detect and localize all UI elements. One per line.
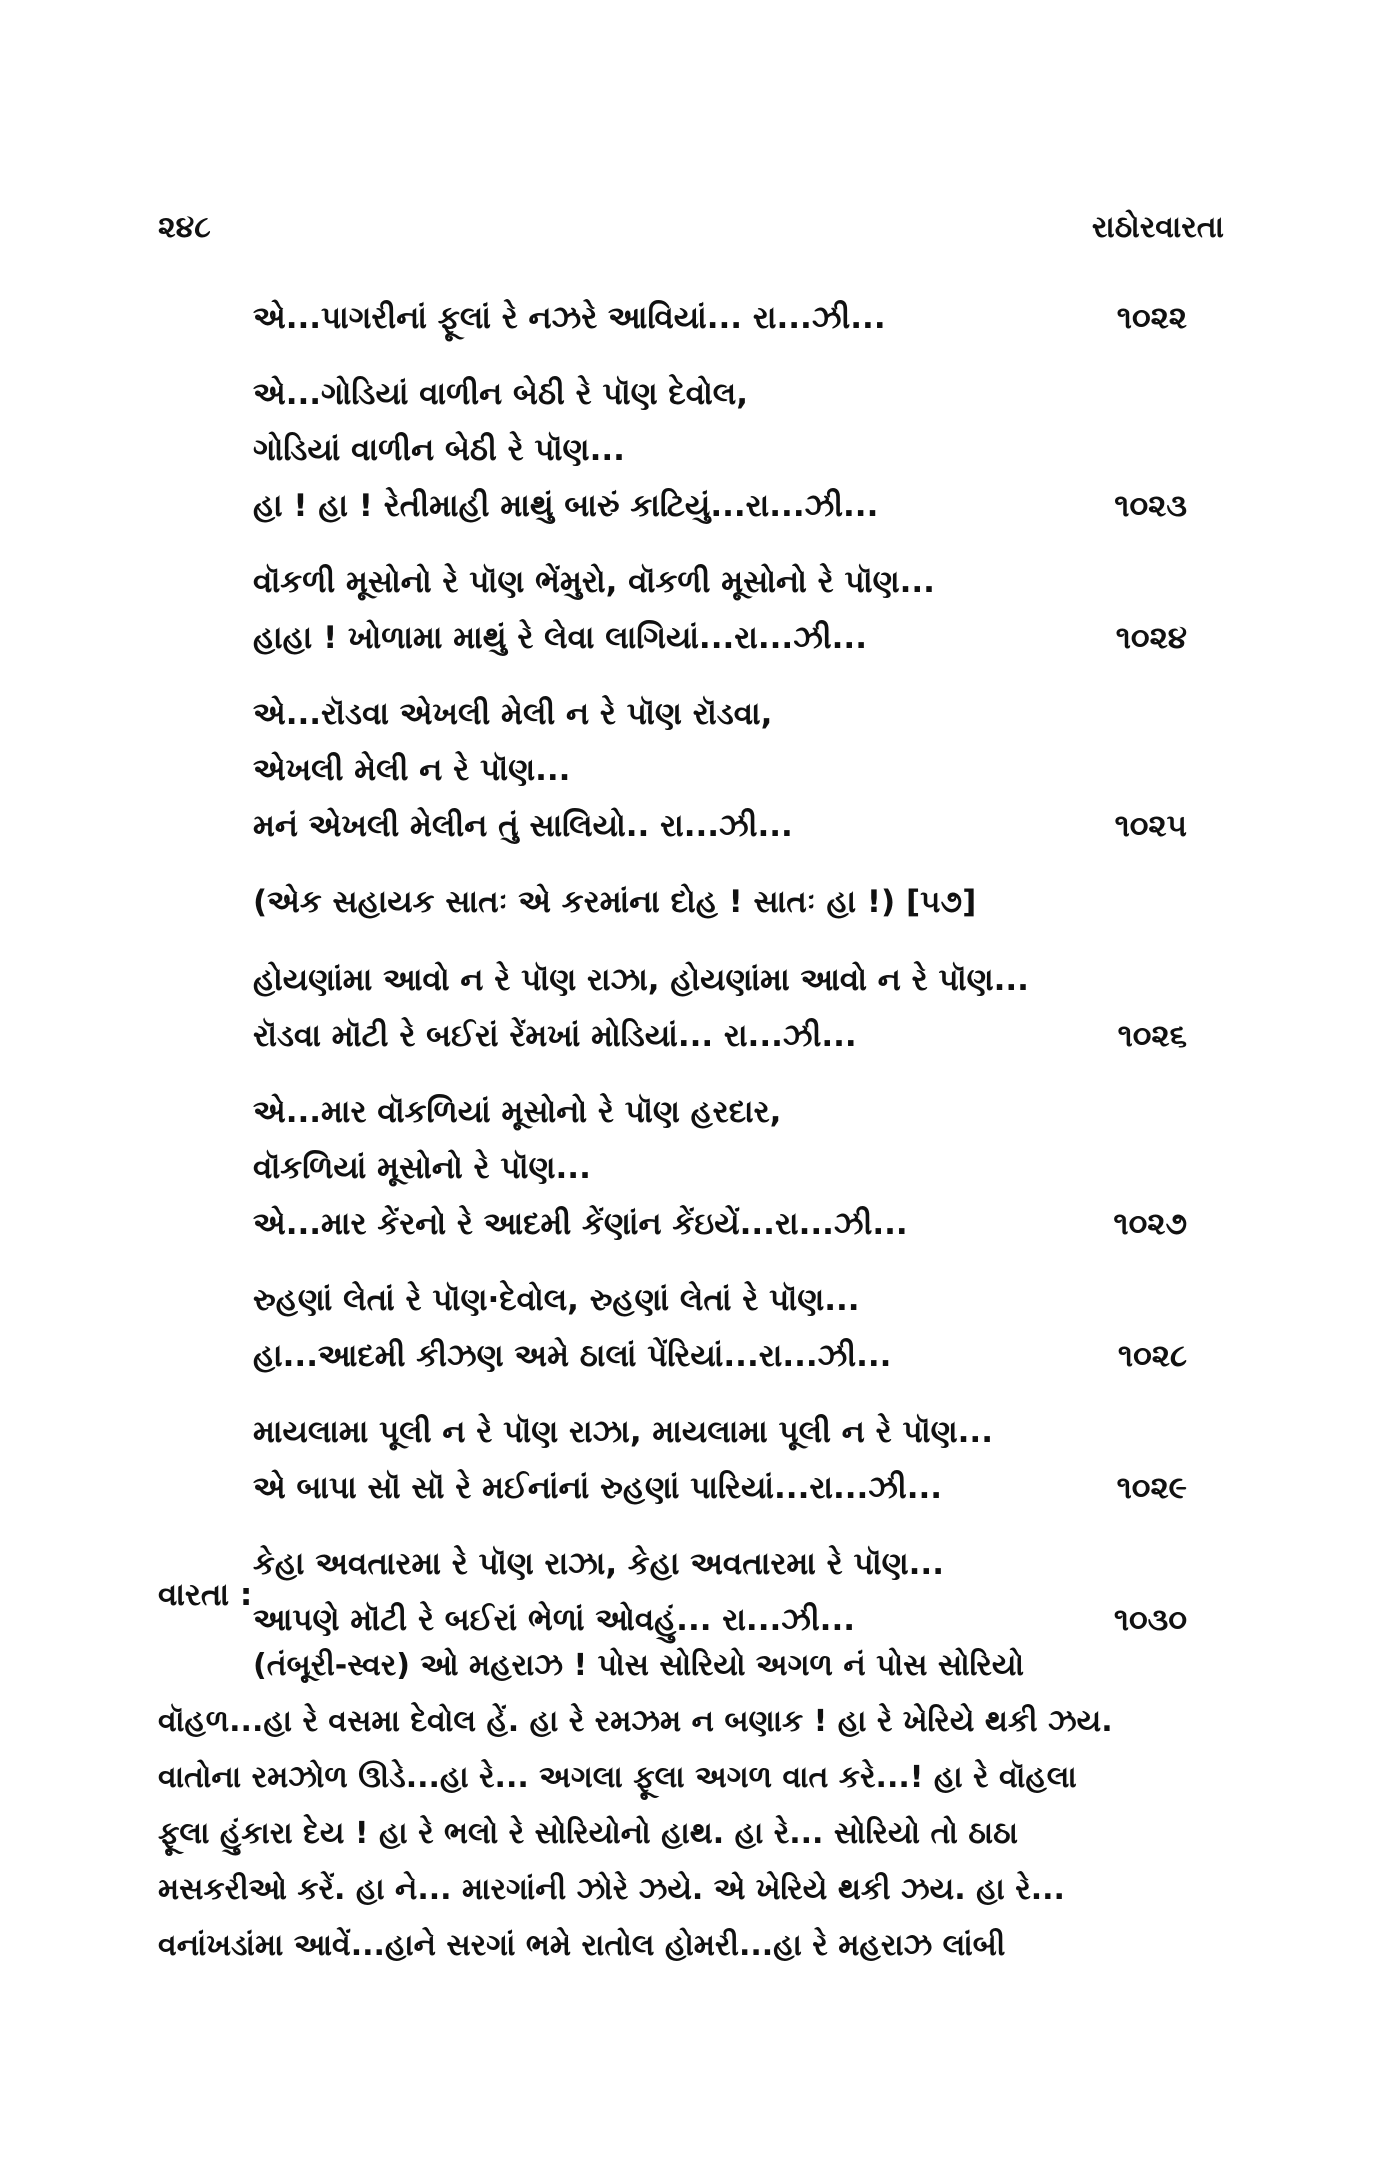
prose-line: વનાંખડાંમા આવેં...હાને સરગાં ભમે રાતોલ હોમરી...હા રે મહરાઝ લાંબી: [158, 1928, 1006, 1963]
verse-number: ૧૦૨૯: [1116, 1470, 1187, 1506]
verse-text: માયલામા પૂલી ન રે પૉણ રાઝા, માયલામા પૂલી ન રે પૉણ...: [253, 1414, 993, 1450]
verse-number: ૧૦૨૬: [1117, 1018, 1187, 1054]
stanza: [253, 686, 1223, 854]
verse-line: [253, 742, 1223, 798]
verse-block: [253, 290, 1223, 1668]
section-label: વારતા :: [158, 1577, 253, 1613]
verse-line: [253, 952, 1223, 1008]
verse-text: રૉડવા મૉટી રે બઈરાં રેંમખાં મોડિયાં... રા...ઝી...: [253, 1018, 857, 1054]
verse-text: હા...આદમી કીઝણ અમે ઠાલાં પેંરિયાં...રા...ઝી...: [253, 1338, 892, 1374]
stanza: [253, 952, 1223, 1064]
prose-line: વાતોના રમઝોળ ઊડે...હા રે... અગલા ફૂલા અગળ વાત કરે...! હા રે વૉહલા: [158, 1760, 1077, 1795]
prose-line: મસકરીઓ કરેં. હા ને... મારગાંની ઝોરે ઝયે. એ ખેરિયે થકી ઝય. હા રે...: [158, 1872, 1065, 1907]
verse-text: એ...ગોડિયાં વાળીન બેઠી રે પૉણ દેવોલ,: [253, 376, 749, 412]
stanza-group-before-note: [253, 290, 1223, 854]
verse-text: એખલી મેલી ન રે પૉણ...: [253, 752, 571, 788]
verse-line: [253, 1196, 1223, 1252]
verse-number: ૧૦૨૩: [1114, 488, 1187, 524]
verse-text: કેહા અવતારમા રે પૉણ રાઝા, કેહા અવતારમા રે પૉણ...: [253, 1546, 944, 1582]
verse-line: [253, 1140, 1223, 1196]
stanza: [253, 1536, 1223, 1648]
verse-line: [253, 1008, 1223, 1064]
verse-line: [253, 1536, 1223, 1592]
verse-line: [253, 366, 1223, 422]
verse-number: ૧૦૩૦: [1113, 1602, 1187, 1638]
verse-text: હાહા ! ખોળામા માથું રે લેવા લાગિયાં...રા...ઝી...: [253, 620, 867, 656]
stanza: [253, 366, 1223, 534]
verse-line: [253, 1404, 1223, 1460]
prose-line: વૉહળ...હા રે વસમા દેવોલ હેં. હા રે રમઝમ ન બણાક ! હા રે ખેરિયે થકી ઝય.: [158, 1704, 1113, 1739]
audience-note: (એક સહાયક સાતઃ એ કરમાંના દોહ ! સાતઃ હા !) [૫૭]: [253, 884, 977, 920]
prose-line: ફૂલા હુંકારા દેય ! હા રે ભલો રે સોરિયોનો હાથ. હા રે... સોરિયો તો ઠાઠા: [158, 1816, 1018, 1851]
verse-line: [253, 290, 1223, 346]
verse-text: એ...રૉડવા એખલી મેલી ન રે પૉણ રૉડવા,: [253, 696, 773, 732]
stanza: [253, 290, 1223, 346]
prose-paragraph: [158, 1638, 1224, 1974]
verse-text: હા ! હા ! રેતીમાહી માથું બારું કાટિયું...રા...ઝી...: [253, 488, 879, 524]
verse-line: [253, 610, 1223, 666]
verse-line: [253, 554, 1223, 610]
stanza: [253, 1084, 1223, 1252]
prose-line: (તંબૂરી-સ્વર) ઓ મહરાઝ ! પોસ સોરિયો અગળ નં પોસ સોરિયો: [253, 1648, 1024, 1683]
verse-text: વૉકળી મૂસોનો રે પૉણ ભેંમુરો, વૉકળી મૂસોનો રે પૉણ...: [253, 564, 935, 600]
verse-line: [253, 1328, 1223, 1384]
verse-line: [253, 422, 1223, 478]
verse-line: [253, 478, 1223, 534]
verse-text: આપણે મૉટી રે બઈરાં ભેળાં ઓવહું... રા...ઝી...: [253, 1602, 856, 1638]
page-header: [158, 210, 1224, 260]
stanza: [253, 1272, 1223, 1384]
verse-text: એ...માર વૉકળિયાં મૂસોનો રે પૉણ હરદાર,: [253, 1094, 782, 1130]
verse-text: એ બાપા સૉ સૉ રે મઈનાંનાં રુહણાં પારિયાં...રા...ઝી...: [253, 1470, 943, 1506]
verse-number: ૧૦૨૭: [1113, 1206, 1187, 1242]
page-number: ૨૪૮: [158, 210, 211, 245]
verse-line: [253, 798, 1223, 854]
verse-text: રુહણાં લેતાં રે પૉણ·દેવોલ, રુહણાં લેતાં રે પૉણ...: [253, 1282, 860, 1318]
verse-number: ૧૦૨૮: [1117, 1338, 1187, 1374]
verse-line: [253, 1460, 1223, 1516]
verse-number: ૧૦૨૫: [1114, 808, 1187, 844]
verse-text: ગોડિયાં વાળીન બેઠી રે પૉણ...: [253, 432, 625, 468]
verse-line: [253, 686, 1223, 742]
stanza-group-after-note: [253, 952, 1223, 1648]
running-title: રાઠોરવારતા: [1091, 210, 1224, 245]
verse-number: ૧૦૨૪: [1115, 620, 1187, 656]
verse-text: મનં એખલી મેલીન તું સાલિયો.. રા...ઝી...: [253, 808, 793, 844]
verse-number: ૧૦૨૨: [1116, 300, 1187, 336]
verse-line: [253, 1084, 1223, 1140]
verse-text: એ...માર કેંરનો રે આદમી કેંણાંન કેંઇયેં...રા...ઝી...: [253, 1206, 908, 1242]
stanza: [253, 1404, 1223, 1516]
verse-text: એ...પાગરીનાં ફૂલાં રે નઝરે આવિયાં... રા...ઝી...: [253, 300, 886, 336]
verse-text: હોયણાંમા આવો ન રે પૉણ રાઝા, હોયણાંમા આવો ન રે પૉણ...: [253, 962, 1029, 998]
verse-text: વૉકળિયાં મૂસોનો રે પૉણ...: [253, 1150, 591, 1186]
stanza: [253, 554, 1223, 666]
verse-line: [253, 1272, 1223, 1328]
